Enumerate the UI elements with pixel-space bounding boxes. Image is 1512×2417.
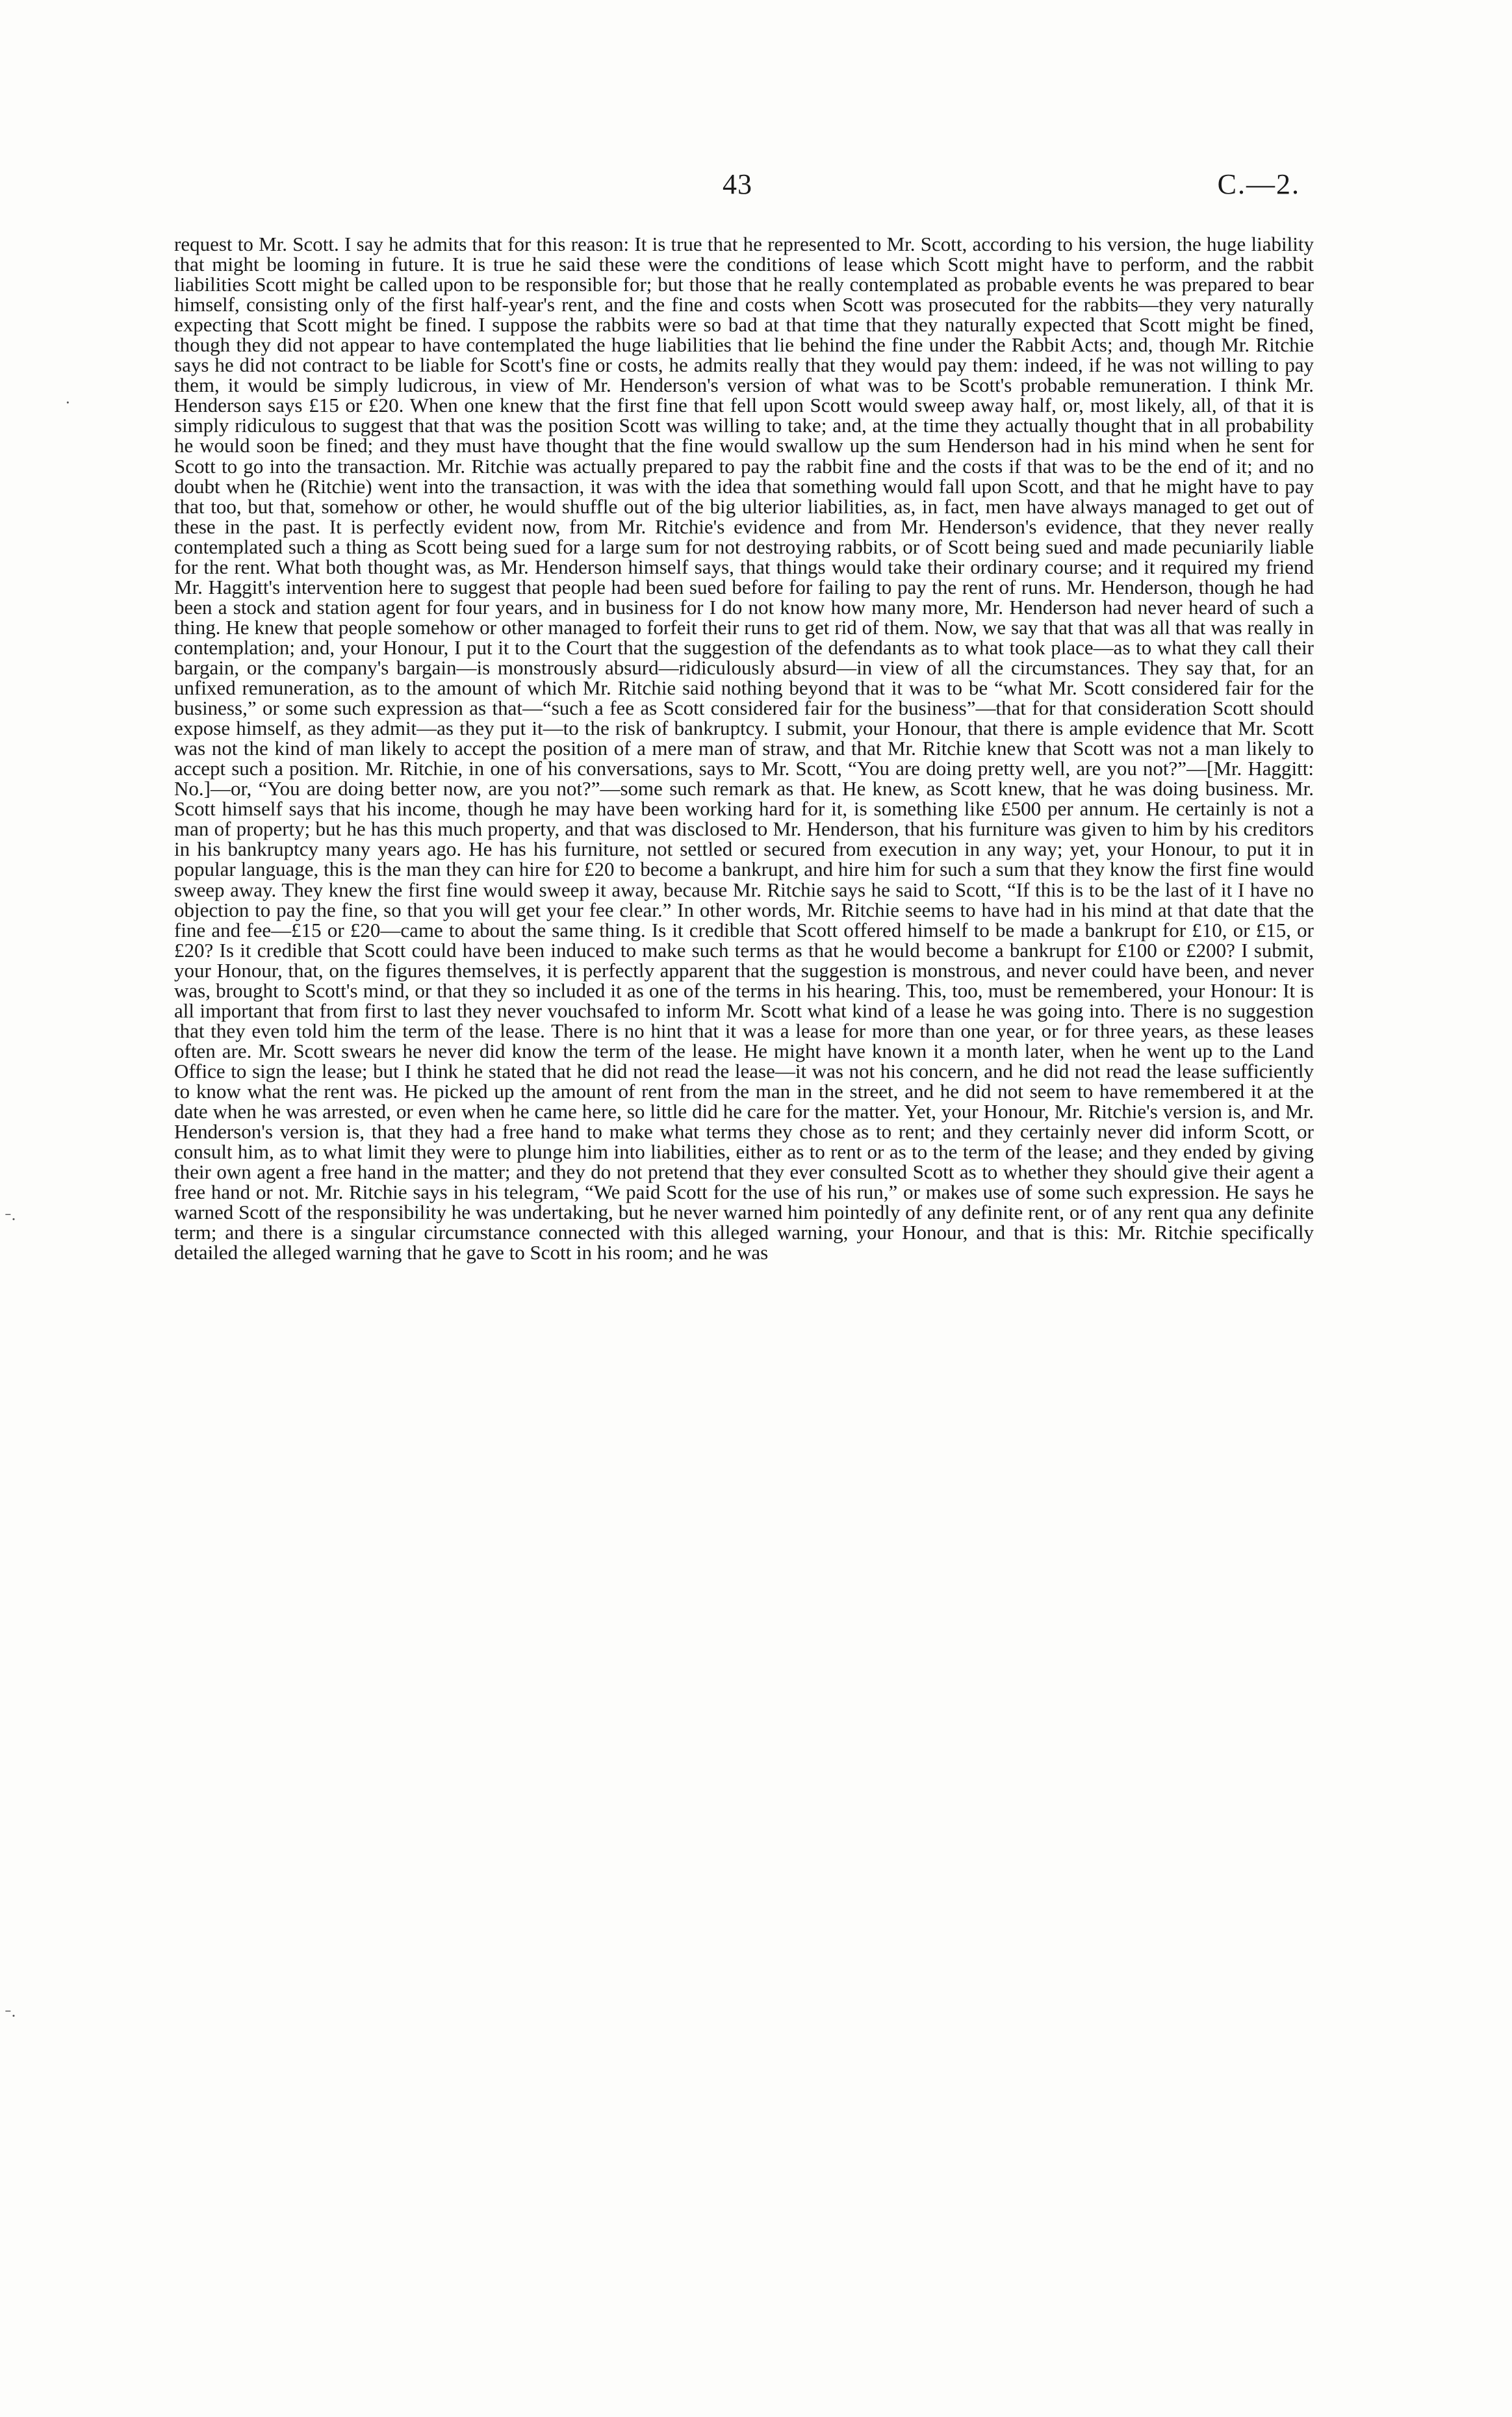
body-text xyxy=(174,234,1314,1262)
document-reference: C.—2. xyxy=(1217,168,1300,200)
page-number: 43 xyxy=(723,168,752,200)
body-paragraph: request to Mr. Scott. I say he admits that for this reason: It is true that he represented to Mr. Scott, according to his version, the huge liability that might be looming in future. It is true he said these were the conditions of lease which Scott might have to perform, and the rabbit liabilities Scott might be called upon to be responsible for; but those that he really contemplated as probable events he was prepared to bear himself, consisting only of the first half-year's rent, and the fine and costs when Scott was prosecuted for the rabbits—they very naturally expecting that Scott might be fined. I suppose the rabbits were so bad at that time that they naturally expected that Scott might be fined, though they did not appear to have contemplated the huge liabilities that lie behind the fine under the Rabbit Acts; and, though Mr. Ritchie says he did not contract to be liable for Scott's fine or costs, he admits really that they would pay them: indeed, if he was not willing to pay them, it would be simply ludicrous, in view of Mr. Henderson's version of what was to be Scott's probable remuneration. I think Mr. Henderson says £15 or £20. When one knew that the first fine that fell upon Scott would sweep away half, or, most likely, all, of that it is simply ridiculous to suggest that that was the position Scott was willing to take; and, at the time they actually thought that in all probability he would soon be fined; and they must have thought that the fine would swallow up the sum Henderson had in his mind when he sent for Scott to go into the transaction. Mr. Ritchie was actually prepared to pay the rabbit fine and the costs if that was to be the end of it; and no doubt when he (Ritchie) went into the transaction, it was with the idea that something would fall upon Scott, and that he might have to pay that too, but that, somehow or other, he would shuffle out of the big ulterior liabilities, as, in fact, men have always managed to get out of these in the past. It is perfectly evident now, from Mr. Ritchie's evidence and from Mr. Henderson's evidence, that they never really contemplated such a thing as Scott being sued for a large sum for not destroying rabbits, or of Scott being sued and made pecuniarily liable for the rent. What both thought was, as Mr. Henderson himself says, that things would take their ordinary course; and it required my friend Mr. Haggitt's intervention here to suggest that people had been sued before for failing to pay the rent of runs. Mr. Henderson, though he had been a stock and station agent for four years, and in business for I do not know how many more, Mr. Henderson had never heard of such a thing. He knew that people somehow or other managed to forfeit their runs to get rid of them. Now, we say that that was all that was really in contemplation; and, your Honour, I put it to the Court that the suggestion of the defendants as to what took place—as to what they call their bargain, or the company's bargain—is monstrously absurd—ridiculously absurd—in view of all the circumstances. They say that, for an unfixed remuneration, as to the amount of which Mr. Ritchie said nothing beyond that it was to be “what Mr. Scott considered fair for the business,” or some such expression as that—“such a fee as Scott considered fair for the business”—that for that consideration Scott should expose himself, as they admit—as they put it—to the risk of bankruptcy. I submit, your Honour, that there is ample evidence that Mr. Scott was not the kind of man likely to accept the position of a mere man of straw, and that Mr. Ritchie knew that Scott was not a man likely to accept such a position. Mr. Ritchie, in one of his conversations, says to Mr. Scott, “You are doing pretty well, are you not?”—[Mr. Haggitt: No.]—or, “You are doing better now, are you not?”—some such remark as that. He knew, as Scott knew, that he was doing business. Mr. Scott himself says that his income, though he may have been working hard for it, is something like £500 per annum. He certainly is not a man of property; but he has this much property, and that was disclosed to Mr. Henderson, that his furniture was given to him by his creditors in his bankruptcy many years ago. He has his furniture, not settled or secured from execution in any way; yet, your Honour, to put it in popular language, this is the man they can hire for £20 to become a bankrupt, and hire him for such a sum that they know the first fine would sweep away. They knew the first fine would sweep it away, because Mr. Ritchie says he said to Scott, “If this is to be the last of it I have no objection to pay the fine, so that you will get your fee clear.” In other words, Mr. Ritchie seems to have had in his mind at that date that the fine and fee—£15 or £20—came to about the same thing. Is it credible that Scott offered himself to be made a bankrupt for £10, or £15, or £20? Is it credible that Scott could have been induced to make such terms as that he would become a bankrupt for £100 or £200? I submit, your Honour, that, on the figures themselves, it is perfectly apparent that the suggestion is monstrous, and never could have been, and never was, brought to Scott's mind, or that they so included it as one of the terms in his hearing. This, too, must be remembered, your Honour: It is all important that from first to last they never vouchsafed to inform Mr. Scott what kind of a lease he was going into. There is no suggestion that they even told him the term of the lease. There is no hint that it was a lease for more than one year, or for three years, as these leases often are. Mr. Scott swears he never did know the term of the lease. He might have known it a month later, when he went up to the Land Office to sign the lease; but I think he stated that he did not read the lease—it was not his concern, and he did not read the lease sufficiently to know what the rent was. He picked up the amount of rent from the man in the street, and he did not seem to have remembered it at the date when he was arrested, or even when he came here, so little did he care for the matter. Yet, your Honour, Mr. Ritchie's version is, and Mr. Henderson's version is, that they had a free hand to make what terms they chose as to rent; and they certainly never did inform Scott, or consult him, as to what limit they were to plunge him into liabilities, either as to rent or as to the term of the lease; and they ended by giving their own agent a free hand in the matter; and they do not pretend that they ever consulted Scott as to whether they should give their agent a free hand or not. Mr. Ritchie says in his telegram, “We paid Scott for the use of his run,” or makes use of some such expression. He says he warned Scott of the responsibility he was undertaking, but he never warned him pointedly of any definite rent, or of any rent qua any definite term; and there is a singular circumstance connected with this alleged warning, your Honour, and that is this: Mr. Ritchie specifically detailed the alleged warning that he gave to Scott in his room; and he was xyxy=(174,233,1314,1264)
margin-mark: ˉ· xyxy=(5,1210,17,1229)
page-header xyxy=(0,168,1512,207)
margin-mark: ˉ· xyxy=(5,2006,17,2025)
margin-mark: · xyxy=(65,393,71,412)
